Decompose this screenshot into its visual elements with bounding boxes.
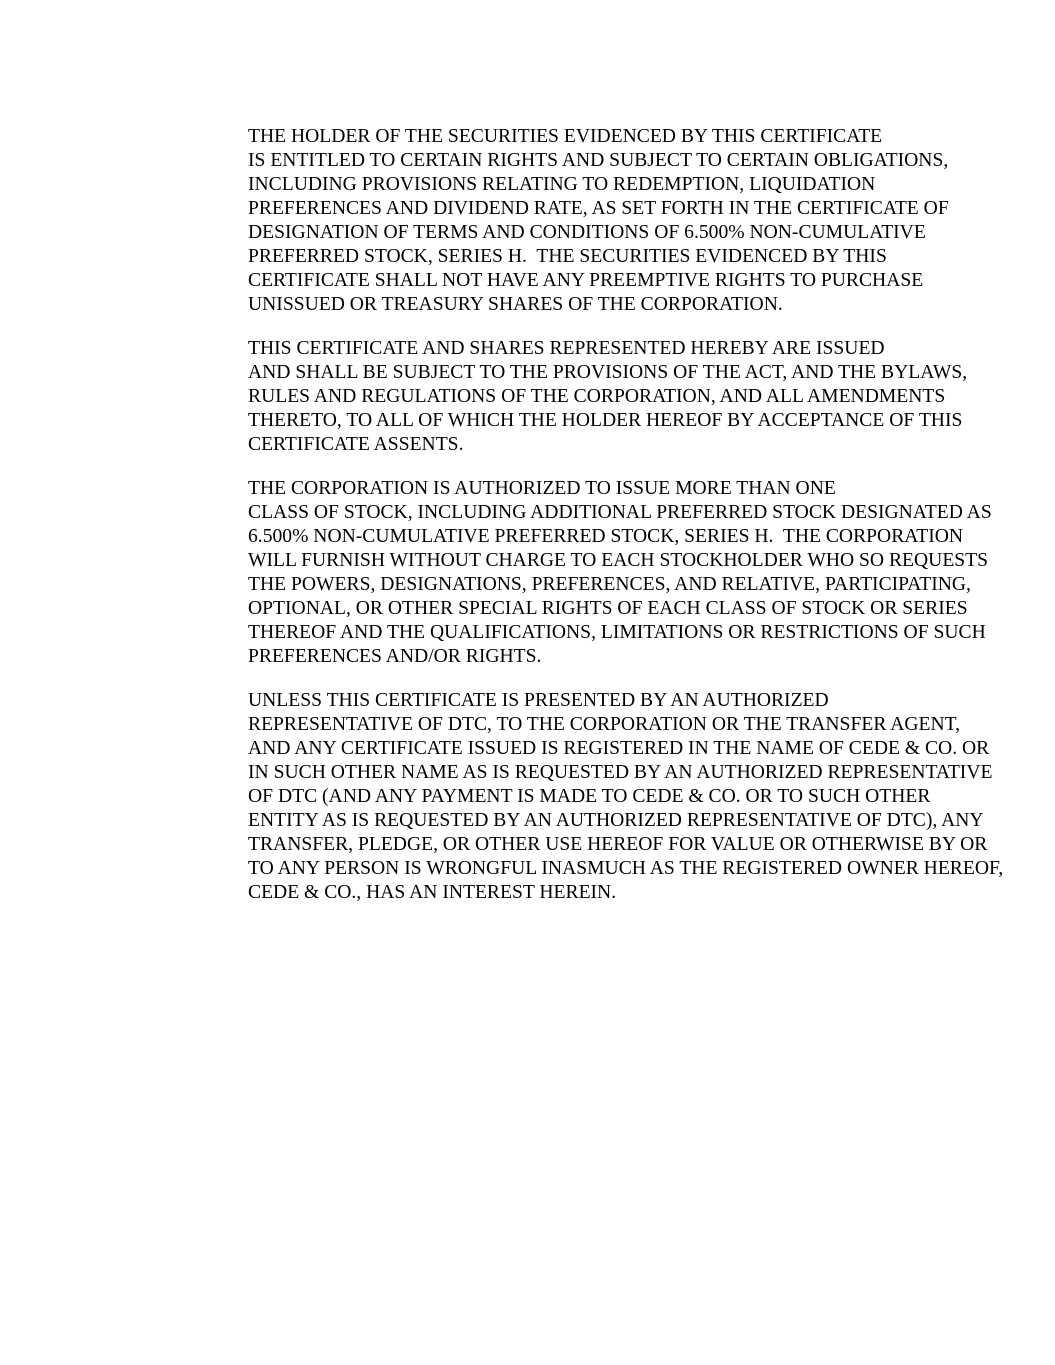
text-line: THE HOLDER OF THE SECURITIES EVIDENCED BY THIS CERTIFICATE	[248, 126, 883, 147]
text-line: OF DTC (AND ANY PAYMENT IS MADE TO CEDE & CO. OR TO SUCH OTHER	[248, 786, 931, 807]
text-line: THE POWERS, DESIGNATIONS, PREFERENCES, AND RELATIVE, PARTICIPATING,	[248, 574, 971, 595]
text-line: UNLESS THIS CERTIFICATE IS PRESENTED BY AN AUTHORIZED	[248, 690, 829, 711]
text-line: THEREOF AND THE QUALIFICATIONS, LIMITATIONS OR RESTRICTIONS OF SUCH	[248, 622, 986, 643]
text-line: REPRESENTATIVE OF DTC, TO THE CORPORATION OR THE TRANSFER AGENT,	[248, 714, 961, 735]
text-line: RULES AND REGULATIONS OF THE CORPORATION, AND ALL AMENDMENTS	[248, 386, 946, 407]
text-line: ENTITY AS IS REQUESTED BY AN AUTHORIZED REPRESENTATIVE OF DTC), ANY	[248, 810, 984, 831]
text-line: CERTIFICATE ASSENTS.	[248, 434, 464, 455]
text-line: PREFERRED STOCK, SERIES H. THE SECURITIES EVIDENCED BY THIS	[248, 246, 887, 267]
text-line: DESIGNATION OF TERMS AND CONDITIONS OF 6.500% NON-CUMULATIVE	[248, 222, 926, 243]
text-line: TO ANY PERSON IS WRONGFUL INASMUCH AS THE REGISTERED OWNER HEREOF,	[248, 858, 1004, 879]
text-line: AND ANY CERTIFICATE ISSUED IS REGISTERED IN THE NAME OF CEDE & CO. OR	[248, 738, 990, 759]
paragraph-stock-classes	[124, 477, 992, 669]
text-line: TRANSFER, PLEDGE, OR OTHER USE HEREOF FOR VALUE OR OTHERWISE BY OR	[248, 834, 988, 855]
paragraph-issuance-terms	[124, 337, 968, 457]
text-line: 6.500% NON-CUMULATIVE PREFERRED STOCK, SERIES H. THE CORPORATION	[248, 526, 964, 547]
text-line: AND SHALL BE SUBJECT TO THE PROVISIONS OF THE ACT, AND THE BYLAWS,	[248, 362, 968, 383]
text-line: CLASS OF STOCK, INCLUDING ADDITIONAL PREFERRED STOCK DESIGNATED AS	[248, 502, 992, 523]
text-line: THE CORPORATION IS AUTHORIZED TO ISSUE MORE THAN ONE	[248, 478, 836, 499]
text-line: THERETO, TO ALL OF WHICH THE HOLDER HEREOF BY ACCEPTANCE OF THIS	[248, 410, 963, 431]
text-line: UNISSUED OR TREASURY SHARES OF THE CORPORATION.	[248, 294, 783, 315]
text-line: WILL FURNISH WITHOUT CHARGE TO EACH STOCKHOLDER WHO SO REQUESTS	[248, 550, 989, 571]
text-line: CEDE & CO., HAS AN INTEREST HEREIN.	[248, 882, 617, 903]
text-line: IN SUCH OTHER NAME AS IS REQUESTED BY AN AUTHORIZED REPRESENTATIVE	[248, 762, 993, 783]
paragraph-holder-rights	[124, 125, 949, 317]
text-line: CERTIFICATE SHALL NOT HAVE ANY PREEMPTIVE RIGHTS TO PURCHASE	[248, 270, 924, 291]
text-line: THIS CERTIFICATE AND SHARES REPRESENTED HEREBY ARE ISSUED	[248, 338, 885, 359]
text-line: IS ENTITLED TO CERTAIN RIGHTS AND SUBJECT TO CERTAIN OBLIGATIONS,	[248, 150, 949, 171]
text-line: OPTIONAL, OR OTHER SPECIAL RIGHTS OF EACH CLASS OF STOCK OR SERIES	[248, 598, 968, 619]
text-line: INCLUDING PROVISIONS RELATING TO REDEMPTION, LIQUIDATION	[248, 174, 876, 195]
text-line: PREFERENCES AND DIVIDEND RATE, AS SET FORTH IN THE CERTIFICATE OF	[248, 198, 949, 219]
text-line: PREFERENCES AND/OR RIGHTS.	[248, 646, 542, 667]
paragraph-dtc-legend	[124, 689, 1004, 905]
document-body	[124, 125, 1004, 925]
